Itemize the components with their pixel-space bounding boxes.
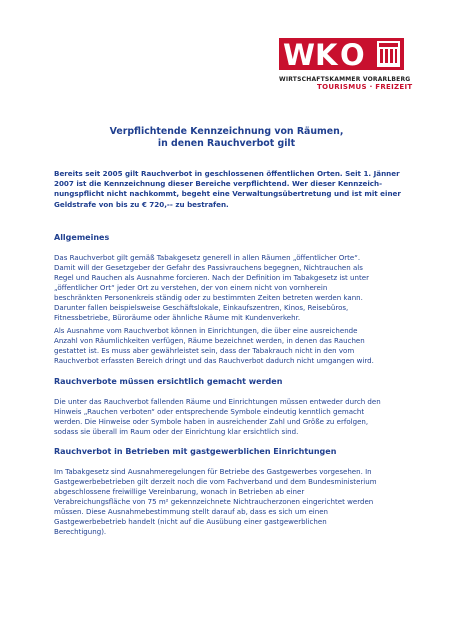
paragraph-line: Fitnessbetriebe, Büroräume oder ähnliche Räume mit Kundenverkehr. (54, 313, 301, 323)
paragraph-line: Anzahl von Räumlichkeiten verfügen, Räume bezeichnet werden, in denen das Rauchen (54, 336, 365, 346)
paragraph-line: Regel und Rauchen als Ausnahme forcieren. Nach der Definition im Tabakgesetz ist unter (54, 273, 369, 283)
paragraph-line: Berechtigung). (54, 527, 107, 537)
allgemeines-paragraph-1 (54, 253, 401, 323)
paragraph-line: Die unter das Rauchverbot fallenden Räume und Einrichtungen müssen entweder durch den (54, 397, 381, 406)
paragraph-line: Das Rauchverbot gilt gemäß Tabakgesetz generell in allen Räumen „öffentlicher Orte“. (54, 253, 361, 262)
paragraph-line: Damit will der Gesetzgeber der Gefahr des Passivrauchens begegnen, Nichtrauchen als (54, 263, 363, 273)
paragraph-line: Hinweis „Rauchen verboten“ oder entsprechende Symbole eindeutig kenntlich gemacht (54, 407, 365, 417)
paragraph-line: „öffentlicher Ort“ jeder Ort zu verstehen, der von einem nicht von vornherein (54, 283, 328, 293)
paragraph-line: Gastgewerbebetrieb handelt (nicht auf die Ausübung einer gastgewerblichen (54, 517, 327, 527)
section-heading-gastgewerbe: Rauchverbot in Betrieben mit gastgewerblichen Einrichtungen (54, 447, 337, 456)
paragraph-line: Verabreichungsfläche von 75 m² gekennzeichnete Nichtraucherzonen eingerichtet werden (54, 497, 374, 507)
wko-logo (279, 38, 413, 106)
paragraph-line: gestattet ist. Es muss aber gewährleistet sein, dass der Tabakrauch nicht in den vom (54, 346, 355, 356)
logo-letter-o: O (340, 38, 365, 70)
paragraph-line: Gastgewerbebetrieben gilt derzeit noch die vom Fachverband und dem Bundesministerium (54, 477, 377, 487)
paragraph-line: müssen. Diese Ausnahmebestimmung stellt darauf ab, dass es sich um einen (54, 507, 329, 517)
paragraph-line: Rauchverbot erfassten Bereich dringt und das Rauchverbot dadurch nicht umgangen wird. (54, 356, 374, 366)
section-heading-ersichtlich: Rauchverbote müssen ersichtlich gemacht werden (54, 377, 283, 386)
paragraph-line: Darunter fallen beispielsweise Geschäftslokale, Einkaufszentren, Kinos, Reisebüros, (54, 303, 349, 313)
intro-paragraph (54, 169, 399, 210)
gastgewerbe-paragraph (54, 467, 401, 537)
title-line: Verpflichtende Kennzeichnung von Räumen, (109, 126, 344, 137)
intro-line: nungspflicht nicht nachkommt, begeht eine Verwaltungsübertretung und ist mit einer (54, 189, 401, 199)
intro-line: Bereits seit 2005 gilt Rauchverbot in geschlossenen öffentlichen Orten. Seit 1. Jänner (54, 169, 400, 178)
wko-letters-logo (279, 38, 404, 70)
logo-letter-w: W (283, 38, 315, 70)
paragraph-line: werden. Die Hinweise oder Symbole haben in ausreichender Zahl und Größe zu erfolgen, (54, 417, 369, 427)
paragraph-line: Als Ausnahme vom Rauchverbot können in Einrichtungen, die über eine ausreichende (54, 326, 358, 335)
logo-division-text: TOURISMUS · FREIZEIT (317, 83, 413, 91)
paragraph-line: sodass sie überall im Raum oder der Einrichtung klar ersichtlich sind. (54, 427, 299, 437)
document-title (60, 126, 393, 150)
intro-line: 2007 ist die Kennzeichnung dieser Bereiche verpflichtend. Wer dieser Kennzeich- (54, 179, 383, 189)
paragraph-line: abgeschlossene freiwillige Vereinbarung, wonach in Betrieben ab einer (54, 487, 305, 497)
allgemeines-paragraph-2 (54, 326, 401, 366)
paragraph-line: Im Tabakgesetz sind Ausnahmeregelungen für Betriebe des Gastgewerbes vorgesehen. In (54, 467, 372, 476)
logo-letter-k: K (315, 38, 338, 70)
section-heading-allgemeines: Allgemeines (54, 233, 110, 242)
intro-line: Geldstrafe von bis zu € 720,-- zu bestrafen. (54, 199, 229, 209)
coat-of-arms-icon (377, 41, 400, 67)
logo-organization-text: WIRTSCHAFTSKAMMER VORARLBERG (279, 76, 411, 83)
paragraph-line: beschränkten Personenkreis ständig oder zu bestimmten Zeiten betreten werden kann. (54, 293, 363, 303)
title-line: in denen Rauchverbot gilt (157, 138, 296, 149)
ersichtlich-paragraph (54, 397, 401, 437)
